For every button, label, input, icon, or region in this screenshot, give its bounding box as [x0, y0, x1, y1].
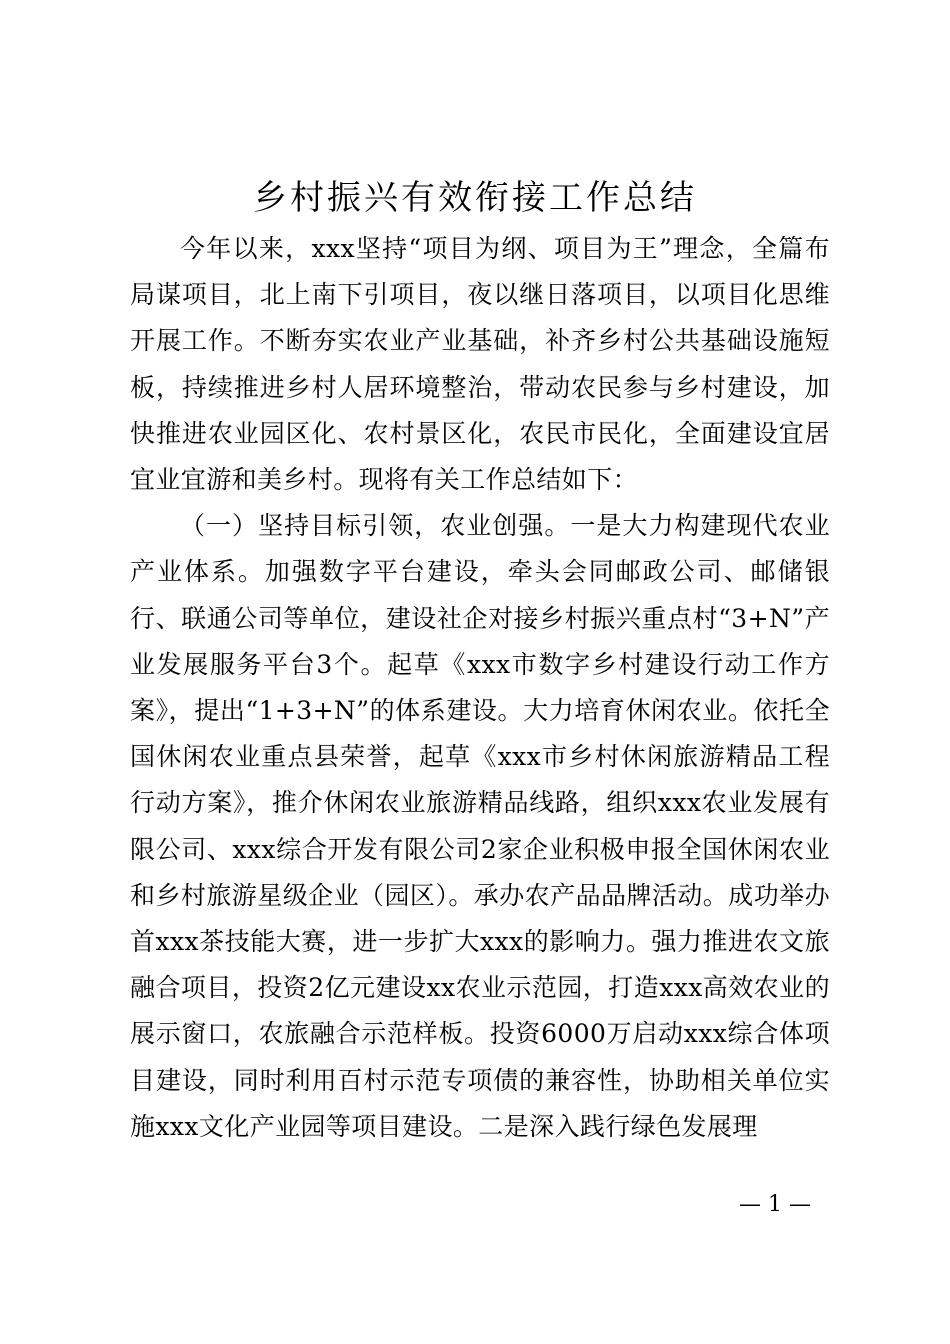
intro-paragraph: 今年以来，xxx坚持“项目为纲、项目为王”理念，全篇布局谋项目，北上南下引项目，夜以继日落项目，以项目化思维开展工作。不断夯实农业产业基础，补齐乡村公共基础设施短板，持续推进乡村人居环境整治，带动农民参与乡村建设，加快推进农业园区化、农村景区化，农民市民化，全面建设宜居宜业宜游和美乡村。现将有关工作总结如下： — [130, 234, 830, 495]
section-body: 一是大力构建现代农业产业体系。加强数字平台建设，牵头会同邮政公司、邮储银行、联通公司等单位，建设社企对接乡村振兴重点村“3+N”产业发展服务平台3个。起草《xxx市数字乡村建设行动工作方案》，提出“1+3+N”的体系建设。大力培育休闲农业。依托全国休闲农业重点县荣誉，起草《xxx市乡村休闲旅游精品工程行动方案》，推介休闲农业旅游精品线路，组织xxx农业发展有限公司、xxx综合开发有限公司2家企业积极申报全国休闲农业和乡村旅游星级企业（园区）。承办农产品品牌活动。成功举办首xxx茶技能大赛，进一步扩大xxx的影响力。强力推进农文旅融合项目，投资2亿元建设xx农业示范园，打造xxx高效农业的展示窗口，农旅融合示范样板。投资6000万启动xxx综合体项目建设，同时利用百村示范专项债的兼容性，协助相关单位实施xxx文化产业园等项目建设。二是深入践行绿色发展理 — [130, 511, 830, 1141]
document-body — [130, 226, 830, 1150]
document-title: 乡村振兴有效衔接工作总结 — [253, 178, 697, 218]
section-heading: （一）坚持目标引领，农业创强。 — [180, 511, 571, 541]
section-paragraph — [130, 503, 830, 1150]
page-number: — 1 — — [739, 1192, 811, 1217]
